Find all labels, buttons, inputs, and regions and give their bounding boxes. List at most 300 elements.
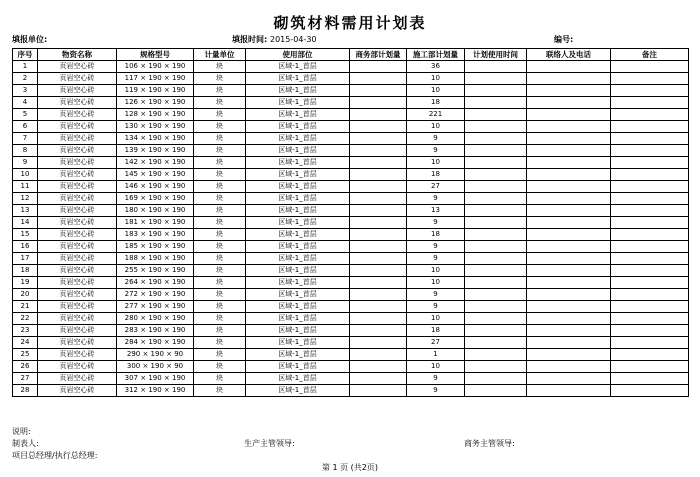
- cell-name: 页岩空心砖: [38, 313, 117, 325]
- cell-qty: 9: [407, 373, 465, 385]
- cell-unit: 块: [194, 181, 246, 193]
- cell-unit: 块: [194, 121, 246, 133]
- fill-unit-label: 填报单位:: [12, 35, 48, 44]
- col-header-biz-qty: 商务部计划量: [350, 49, 407, 61]
- cell-name: 页岩空心砖: [38, 145, 117, 157]
- cell-name: 页岩空心砖: [38, 265, 117, 277]
- cell-qty: 1: [407, 349, 465, 361]
- page-number: 第 1 页 (共2页): [321, 463, 379, 472]
- cell-contact: [527, 217, 611, 229]
- cell-name: 页岩空心砖: [38, 205, 117, 217]
- cell-qty: 9: [407, 217, 465, 229]
- cell-contact: [527, 349, 611, 361]
- cell-contact: [527, 265, 611, 277]
- cell-note: [611, 313, 689, 325]
- cell-biz: [350, 325, 407, 337]
- cell-note: [611, 277, 689, 289]
- cell-place: 区域-1_首层: [246, 61, 350, 73]
- cell-unit: 块: [194, 61, 246, 73]
- cell-spec: 142 × 190 × 190: [117, 157, 194, 169]
- cell-no: 18: [13, 265, 38, 277]
- cell-name: 页岩空心砖: [38, 289, 117, 301]
- cell-no: 3: [13, 85, 38, 97]
- cell-no: 6: [13, 121, 38, 133]
- cell-contact: [527, 313, 611, 325]
- cell-biz: [350, 73, 407, 85]
- cell-qty: 10: [407, 277, 465, 289]
- cell-spec: 284 × 190 × 190: [117, 337, 194, 349]
- table-row: [13, 73, 689, 85]
- cell-note: [611, 193, 689, 205]
- cell-name: 页岩空心砖: [38, 217, 117, 229]
- cell-note: [611, 97, 689, 109]
- cell-place: 区域-1_首层: [246, 145, 350, 157]
- table-row: [13, 241, 689, 253]
- cell-time: [465, 97, 527, 109]
- table-row: [13, 109, 689, 121]
- cell-place: 区域-1_首层: [246, 325, 350, 337]
- cell-spec: 272 × 190 × 190: [117, 289, 194, 301]
- cell-unit: 块: [194, 73, 246, 85]
- cell-spec: 106 × 190 × 190: [117, 61, 194, 73]
- cell-place: 区域-1_首层: [246, 73, 350, 85]
- cell-spec: 290 × 190 × 90: [117, 349, 194, 361]
- cell-no: 14: [13, 217, 38, 229]
- cell-note: [611, 217, 689, 229]
- cell-no: 15: [13, 229, 38, 241]
- cell-name: 页岩空心砖: [38, 253, 117, 265]
- cell-qty: 27: [407, 337, 465, 349]
- cell-name: 页岩空心砖: [38, 325, 117, 337]
- cell-qty: 9: [407, 241, 465, 253]
- cell-spec: 277 × 190 × 190: [117, 301, 194, 313]
- cell-time: [465, 265, 527, 277]
- cell-no: 17: [13, 253, 38, 265]
- cell-contact: [527, 157, 611, 169]
- cell-note: [611, 205, 689, 217]
- cell-name: 页岩空心砖: [38, 229, 117, 241]
- cell-name: 页岩空心砖: [38, 193, 117, 205]
- cell-name: 页岩空心砖: [38, 133, 117, 145]
- cell-note: [611, 61, 689, 73]
- cell-no: 1: [13, 61, 38, 73]
- table-row: [13, 385, 689, 397]
- cell-unit: 块: [194, 253, 246, 265]
- cell-biz: [350, 205, 407, 217]
- cell-name: 页岩空心砖: [38, 337, 117, 349]
- cell-note: [611, 241, 689, 253]
- cell-time: [465, 109, 527, 121]
- cell-no: 16: [13, 241, 38, 253]
- cell-qty: 9: [407, 253, 465, 265]
- cell-qty: 9: [407, 301, 465, 313]
- cell-spec: 188 × 190 × 190: [117, 253, 194, 265]
- cell-unit: 块: [194, 205, 246, 217]
- table-row: [13, 217, 689, 229]
- cell-biz: [350, 145, 407, 157]
- cell-place: 区域-1_首层: [246, 121, 350, 133]
- cell-contact: [527, 385, 611, 397]
- cell-unit: 块: [194, 145, 246, 157]
- cell-place: 区域-1_首层: [246, 133, 350, 145]
- cell-name: 页岩空心砖: [38, 277, 117, 289]
- cell-time: [465, 169, 527, 181]
- cell-biz: [350, 337, 407, 349]
- cell-no: 13: [13, 205, 38, 217]
- cell-unit: 块: [194, 85, 246, 97]
- cell-time: [465, 133, 527, 145]
- cell-qty: 10: [407, 313, 465, 325]
- page-title: 砌筑材料需用计划表: [273, 14, 427, 32]
- cell-time: [465, 361, 527, 373]
- cell-name: 页岩空心砖: [38, 361, 117, 373]
- cell-place: 区域-1_首层: [246, 313, 350, 325]
- cell-spec: 283 × 190 × 190: [117, 325, 194, 337]
- cell-spec: 126 × 190 × 190: [117, 97, 194, 109]
- cell-spec: 280 × 190 × 190: [117, 313, 194, 325]
- cell-place: 区域-1_首层: [246, 97, 350, 109]
- cell-time: [465, 253, 527, 265]
- cell-spec: 145 × 190 × 190: [117, 169, 194, 181]
- cell-spec: 117 × 190 × 190: [117, 73, 194, 85]
- cell-contact: [527, 61, 611, 73]
- cell-spec: 255 × 190 × 190: [117, 265, 194, 277]
- cell-unit: 块: [194, 217, 246, 229]
- cell-no: 2: [13, 73, 38, 85]
- cell-place: 区域-1_首层: [246, 85, 350, 97]
- cell-name: 页岩空心砖: [38, 73, 117, 85]
- cell-time: [465, 385, 527, 397]
- table-row: [13, 193, 689, 205]
- cell-contact: [527, 337, 611, 349]
- cell-time: [465, 229, 527, 241]
- col-header-contact: 联络人及电话: [527, 49, 611, 61]
- cell-place: 区域-1_首层: [246, 373, 350, 385]
- cell-place: 区域-1_首层: [246, 277, 350, 289]
- cell-unit: 块: [194, 157, 246, 169]
- table-row: [13, 229, 689, 241]
- cell-biz: [350, 109, 407, 121]
- cell-unit: 块: [194, 193, 246, 205]
- table-row: [13, 145, 689, 157]
- cell-spec: 185 × 190 × 190: [117, 241, 194, 253]
- cell-unit: 块: [194, 337, 246, 349]
- cell-name: 页岩空心砖: [38, 373, 117, 385]
- cell-name: 页岩空心砖: [38, 85, 117, 97]
- col-header-site-qty: 施工部计划量: [407, 49, 465, 61]
- cell-note: [611, 181, 689, 193]
- cell-contact: [527, 253, 611, 265]
- cell-spec: 312 × 190 × 190: [117, 385, 194, 397]
- table-row: [13, 61, 689, 73]
- cell-note: [611, 349, 689, 361]
- cell-note: [611, 385, 689, 397]
- cell-qty: 27: [407, 181, 465, 193]
- cell-time: [465, 325, 527, 337]
- cell-contact: [527, 301, 611, 313]
- cell-time: [465, 193, 527, 205]
- cell-unit: 块: [194, 313, 246, 325]
- cell-unit: 块: [194, 277, 246, 289]
- cell-place: 区域-1_首层: [246, 181, 350, 193]
- cell-spec: 264 × 190 × 190: [117, 277, 194, 289]
- cell-qty: 10: [407, 73, 465, 85]
- cell-no: 21: [13, 301, 38, 313]
- cell-note: [611, 157, 689, 169]
- cell-time: [465, 241, 527, 253]
- table-row: [13, 361, 689, 373]
- cell-no: 26: [13, 361, 38, 373]
- table-row: [13, 133, 689, 145]
- preparer-label: 制表人:: [12, 439, 39, 448]
- cell-contact: [527, 241, 611, 253]
- cell-biz: [350, 61, 407, 73]
- cell-note: [611, 121, 689, 133]
- cell-no: 20: [13, 289, 38, 301]
- cell-no: 27: [13, 373, 38, 385]
- cell-unit: 块: [194, 289, 246, 301]
- cell-time: [465, 301, 527, 313]
- cell-unit: 块: [194, 241, 246, 253]
- cell-contact: [527, 121, 611, 133]
- cell-biz: [350, 229, 407, 241]
- cell-biz: [350, 289, 407, 301]
- cell-biz: [350, 169, 407, 181]
- cell-biz: [350, 193, 407, 205]
- cell-no: 25: [13, 349, 38, 361]
- cell-time: [465, 337, 527, 349]
- cell-spec: 128 × 190 × 190: [117, 109, 194, 121]
- cell-contact: [527, 229, 611, 241]
- cell-no: 10: [13, 169, 38, 181]
- cell-unit: 块: [194, 109, 246, 121]
- cell-place: 区域-1_首层: [246, 109, 350, 121]
- cell-no: 12: [13, 193, 38, 205]
- cell-note: [611, 301, 689, 313]
- cell-place: 区域-1_首层: [246, 385, 350, 397]
- number-label: 编号:: [554, 35, 574, 44]
- cell-time: [465, 145, 527, 157]
- cell-biz: [350, 217, 407, 229]
- cell-biz: [350, 361, 407, 373]
- table-row: [13, 205, 689, 217]
- cell-no: 11: [13, 181, 38, 193]
- cell-unit: 块: [194, 229, 246, 241]
- project-manager-label: 项目总经理/执行总经理:: [12, 451, 98, 460]
- cell-name: 页岩空心砖: [38, 121, 117, 133]
- cell-name: 页岩空心砖: [38, 97, 117, 109]
- cell-time: [465, 61, 527, 73]
- table-header-row: [13, 49, 689, 61]
- cell-no: 19: [13, 277, 38, 289]
- cell-unit: 块: [194, 385, 246, 397]
- cell-no: 5: [13, 109, 38, 121]
- cell-contact: [527, 133, 611, 145]
- cell-unit: 块: [194, 133, 246, 145]
- table-row: [13, 373, 689, 385]
- cell-note: [611, 109, 689, 121]
- cell-qty: 10: [407, 157, 465, 169]
- table-row: [13, 277, 689, 289]
- table-row: [13, 265, 689, 277]
- cell-unit: 块: [194, 301, 246, 313]
- cell-place: 区域-1_首层: [246, 337, 350, 349]
- cell-time: [465, 121, 527, 133]
- cell-name: 页岩空心砖: [38, 181, 117, 193]
- cell-no: 28: [13, 385, 38, 397]
- cell-time: [465, 349, 527, 361]
- notes-label: 说明:: [12, 427, 31, 436]
- cell-time: [465, 217, 527, 229]
- cell-contact: [527, 145, 611, 157]
- cell-biz: [350, 373, 407, 385]
- col-header-time: 计划使用时间: [465, 49, 527, 61]
- cell-contact: [527, 169, 611, 181]
- cell-place: 区域-1_首层: [246, 217, 350, 229]
- col-header-name: 物资名称: [38, 49, 117, 61]
- cell-qty: 10: [407, 85, 465, 97]
- cell-no: 7: [13, 133, 38, 145]
- cell-place: 区域-1_首层: [246, 349, 350, 361]
- cell-biz: [350, 301, 407, 313]
- col-header-no: 序号: [13, 49, 38, 61]
- cell-contact: [527, 205, 611, 217]
- cell-name: 页岩空心砖: [38, 157, 117, 169]
- cell-time: [465, 157, 527, 169]
- production-leader-label: 生产主管领导:: [244, 439, 295, 448]
- cell-place: 区域-1_首层: [246, 361, 350, 373]
- cell-spec: 146 × 190 × 190: [117, 181, 194, 193]
- cell-contact: [527, 373, 611, 385]
- cell-time: [465, 73, 527, 85]
- cell-note: [611, 145, 689, 157]
- cell-spec: 119 × 190 × 190: [117, 85, 194, 97]
- cell-biz: [350, 313, 407, 325]
- cell-unit: 块: [194, 373, 246, 385]
- col-header-spec: 规格型号: [117, 49, 194, 61]
- table-row: [13, 301, 689, 313]
- cell-unit: 块: [194, 265, 246, 277]
- table-row: [13, 289, 689, 301]
- cell-time: [465, 181, 527, 193]
- cell-note: [611, 133, 689, 145]
- cell-place: 区域-1_首层: [246, 265, 350, 277]
- cell-no: 23: [13, 325, 38, 337]
- cell-spec: 134 × 190 × 190: [117, 133, 194, 145]
- cell-time: [465, 85, 527, 97]
- business-leader-label: 商务主管领导:: [464, 439, 515, 448]
- cell-biz: [350, 349, 407, 361]
- cell-spec: 180 × 190 × 190: [117, 205, 194, 217]
- cell-spec: 300 × 190 × 90: [117, 361, 194, 373]
- cell-note: [611, 73, 689, 85]
- cell-no: 4: [13, 97, 38, 109]
- cell-time: [465, 289, 527, 301]
- table-row: [13, 253, 689, 265]
- cell-biz: [350, 241, 407, 253]
- table-row: [13, 337, 689, 349]
- cell-qty: 10: [407, 265, 465, 277]
- cell-note: [611, 229, 689, 241]
- cell-place: 区域-1_首层: [246, 205, 350, 217]
- cell-no: 9: [13, 157, 38, 169]
- cell-name: 页岩空心砖: [38, 385, 117, 397]
- cell-unit: 块: [194, 169, 246, 181]
- cell-note: [611, 169, 689, 181]
- material-plan-table: [12, 48, 689, 397]
- cell-no: 24: [13, 337, 38, 349]
- cell-biz: [350, 265, 407, 277]
- cell-unit: 块: [194, 97, 246, 109]
- cell-qty: 9: [407, 193, 465, 205]
- cell-note: [611, 373, 689, 385]
- cell-unit: 块: [194, 349, 246, 361]
- col-header-place: 使用部位: [246, 49, 350, 61]
- cell-qty: 10: [407, 121, 465, 133]
- cell-place: 区域-1_首层: [246, 289, 350, 301]
- cell-spec: 130 × 190 × 190: [117, 121, 194, 133]
- cell-biz: [350, 181, 407, 193]
- cell-contact: [527, 289, 611, 301]
- cell-note: [611, 289, 689, 301]
- cell-unit: 块: [194, 325, 246, 337]
- cell-biz: [350, 253, 407, 265]
- cell-biz: [350, 121, 407, 133]
- cell-note: [611, 85, 689, 97]
- cell-name: 页岩空心砖: [38, 109, 117, 121]
- cell-contact: [527, 361, 611, 373]
- fill-date: [232, 34, 317, 45]
- cell-biz: [350, 85, 407, 97]
- cell-note: [611, 361, 689, 373]
- table-row: [13, 85, 689, 97]
- cell-spec: 307 × 190 × 190: [117, 373, 194, 385]
- cell-place: 区域-1_首层: [246, 169, 350, 181]
- table-row: [13, 121, 689, 133]
- cell-name: 页岩空心砖: [38, 349, 117, 361]
- cell-contact: [527, 277, 611, 289]
- fill-date-label: 填报时间:: [232, 35, 268, 44]
- cell-biz: [350, 157, 407, 169]
- cell-spec: 139 × 190 × 190: [117, 145, 194, 157]
- cell-qty: 10: [407, 361, 465, 373]
- cell-qty: 36: [407, 61, 465, 73]
- cell-note: [611, 325, 689, 337]
- cell-spec: 181 × 190 × 190: [117, 217, 194, 229]
- col-header-note: 备注: [611, 49, 689, 61]
- cell-contact: [527, 193, 611, 205]
- table-row: [13, 97, 689, 109]
- cell-qty: 9: [407, 145, 465, 157]
- cell-time: [465, 373, 527, 385]
- cell-biz: [350, 97, 407, 109]
- cell-place: 区域-1_首层: [246, 193, 350, 205]
- cell-place: 区域-1_首层: [246, 253, 350, 265]
- cell-biz: [350, 133, 407, 145]
- cell-spec: 169 × 190 × 190: [117, 193, 194, 205]
- cell-place: 区域-1_首层: [246, 301, 350, 313]
- cell-contact: [527, 181, 611, 193]
- cell-contact: [527, 325, 611, 337]
- cell-unit: 块: [194, 361, 246, 373]
- table-row: [13, 313, 689, 325]
- table-row: [13, 325, 689, 337]
- cell-contact: [527, 73, 611, 85]
- cell-qty: 18: [407, 229, 465, 241]
- cell-biz: [350, 277, 407, 289]
- cell-qty: 9: [407, 289, 465, 301]
- cell-no: 22: [13, 313, 38, 325]
